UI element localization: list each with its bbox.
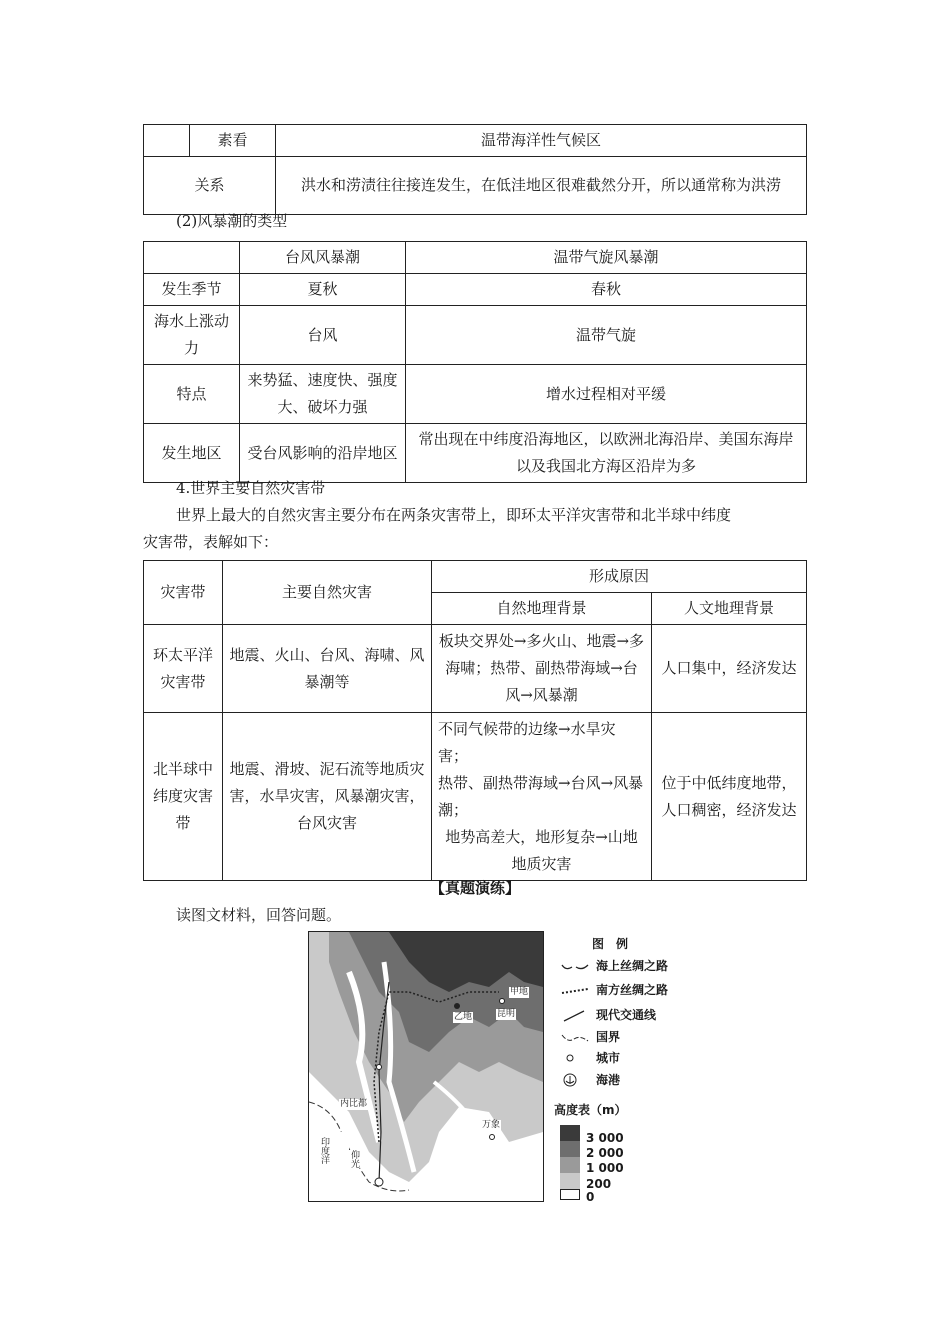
map-label-jia: 甲地: [510, 987, 529, 997]
practice-title: 【真题演练】: [429, 879, 520, 897]
legend-label: 城市: [596, 1051, 621, 1065]
map-label-naypyidaw: 内比都: [340, 1099, 368, 1109]
legend-label: 海上丝绸之路: [596, 959, 669, 973]
table-cell: 环太平洋灾害带: [144, 625, 223, 713]
table-cell: 特点: [144, 365, 240, 424]
elevation-swatch-3000: [560, 1125, 580, 1141]
disaster-zone-table: [143, 560, 807, 881]
table-cell: 来势猛、速度快、强度大、破坏力强: [240, 365, 406, 424]
table-cell: 关系: [144, 157, 276, 215]
paragraph-line: 灾害带，表解如下：: [143, 533, 279, 551]
table-cell: [432, 713, 652, 881]
elevation-title: 高度表（m）: [554, 1103, 627, 1117]
modern-transport-icon: [560, 1009, 590, 1023]
elevation-label: 1 000: [586, 1161, 624, 1175]
table-cell: 台风: [240, 306, 406, 365]
table-cell: 夏秋: [240, 274, 406, 306]
table-cell: 增水过程相对平缓: [406, 365, 807, 424]
paragraph-line: 世界上最大的自然灾害主要分布在两条灾害带上，即环太平洋灾害带和北半球中纬度: [176, 506, 732, 524]
table-header-cell: 人文地理背景: [652, 593, 807, 625]
cell-line: 不同气候带的边缘→水旱灾害；: [438, 719, 616, 765]
table-cell: 发生季节: [144, 274, 240, 306]
legend-label: 现代交通线: [596, 1008, 657, 1022]
table-header-cell: 自然地理背景: [432, 593, 652, 625]
table-cell: 春秋: [406, 274, 807, 306]
legend-label: 海港: [596, 1073, 621, 1087]
practice-intro: 读图文材料，回答问题。: [176, 906, 342, 924]
table-header-cell: 主要自然灾害: [223, 561, 432, 625]
table-header-cell: 灾害带: [144, 561, 223, 625]
table-cell: 人口集中，经济发达: [652, 625, 807, 713]
terrain-map-graphic: [309, 932, 543, 1201]
cell-line: 热带、副热带海域→台风→风暴潮；: [438, 773, 644, 819]
section-heading: 4.世界主要自然灾害带: [176, 479, 326, 497]
border-icon: [560, 1031, 590, 1045]
table-cell: 位于中低纬度地带，人口稠密，经济发达: [652, 713, 807, 881]
elevation-swatch-1000: [560, 1157, 580, 1173]
legend-label: 国界: [596, 1030, 621, 1044]
elevation-label: 0: [586, 1190, 595, 1204]
elevation-swatch-200: [560, 1173, 580, 1189]
port-icon: [560, 1072, 590, 1088]
sea-silk-road-icon: [560, 961, 590, 973]
elevation-label: 2 000: [586, 1146, 624, 1160]
table-header-cell: 台风风暴潮: [240, 242, 406, 274]
table-cell: [144, 125, 190, 157]
city-icon: [560, 1051, 590, 1065]
table-header-cell: 形成原因: [432, 561, 807, 593]
elevation-label: 3 000: [586, 1131, 624, 1145]
table-cell: 温带海洋性气候区: [276, 125, 807, 157]
table-cell: 地震、滑坡、泥石流等地质灾害，水旱灾害，风暴潮灾害，台风灾害: [223, 713, 432, 881]
elevation-swatch-2000: [560, 1141, 580, 1157]
table-cell: 发生地区: [144, 424, 240, 483]
table-header-cell: 温带气旋风暴潮: [406, 242, 807, 274]
table-header-cell: [144, 242, 240, 274]
map-label-ocean: 印度洋: [319, 1137, 329, 1164]
map-label-yangon: 仰光: [349, 1150, 359, 1168]
table-cell: 海水上涨动力: [144, 306, 240, 365]
elevation-swatch-0: [560, 1189, 580, 1200]
flood-table-continuation: [143, 124, 807, 215]
storm-surge-table: [143, 241, 807, 483]
map-label-yi: 乙地: [454, 1012, 473, 1022]
table-cell: 地震、火山、台风、海啸、风暴潮等: [223, 625, 432, 713]
legend-label: 南方丝绸之路: [596, 983, 669, 997]
section-heading: (2)风暴潮的类型: [176, 212, 288, 230]
map-label-kunming: 昆明: [497, 1009, 516, 1019]
table-cell: 北半球中纬度灾害带: [144, 713, 223, 881]
table-cell: 洪水和涝渍往往接连发生，在低洼地区很难截然分开，所以通常称为洪涝: [276, 157, 807, 215]
table-cell: 素看: [190, 125, 276, 157]
map-label-vientiane: 万象: [482, 1120, 501, 1130]
table-cell: 受台风影响的沿岸地区: [240, 424, 406, 483]
elevation-label: 200: [586, 1177, 612, 1191]
south-silk-road-icon: [560, 985, 590, 997]
table-cell: 常出现在中纬度沿海地区，以欧洲北海沿岸、美国东海岸以及我国北方海区沿岸为多: [406, 424, 807, 483]
terrain-map: [308, 931, 544, 1202]
table-cell: 板块交界处→多火山、地震→多海啸；热带、副热带海域→台风→风暴潮: [432, 625, 652, 713]
cell-line: 地势高差大，地形复杂→山地地质灾害: [445, 827, 638, 873]
table-cell: 温带气旋: [406, 306, 807, 365]
legend-title: 图 例: [592, 937, 629, 951]
